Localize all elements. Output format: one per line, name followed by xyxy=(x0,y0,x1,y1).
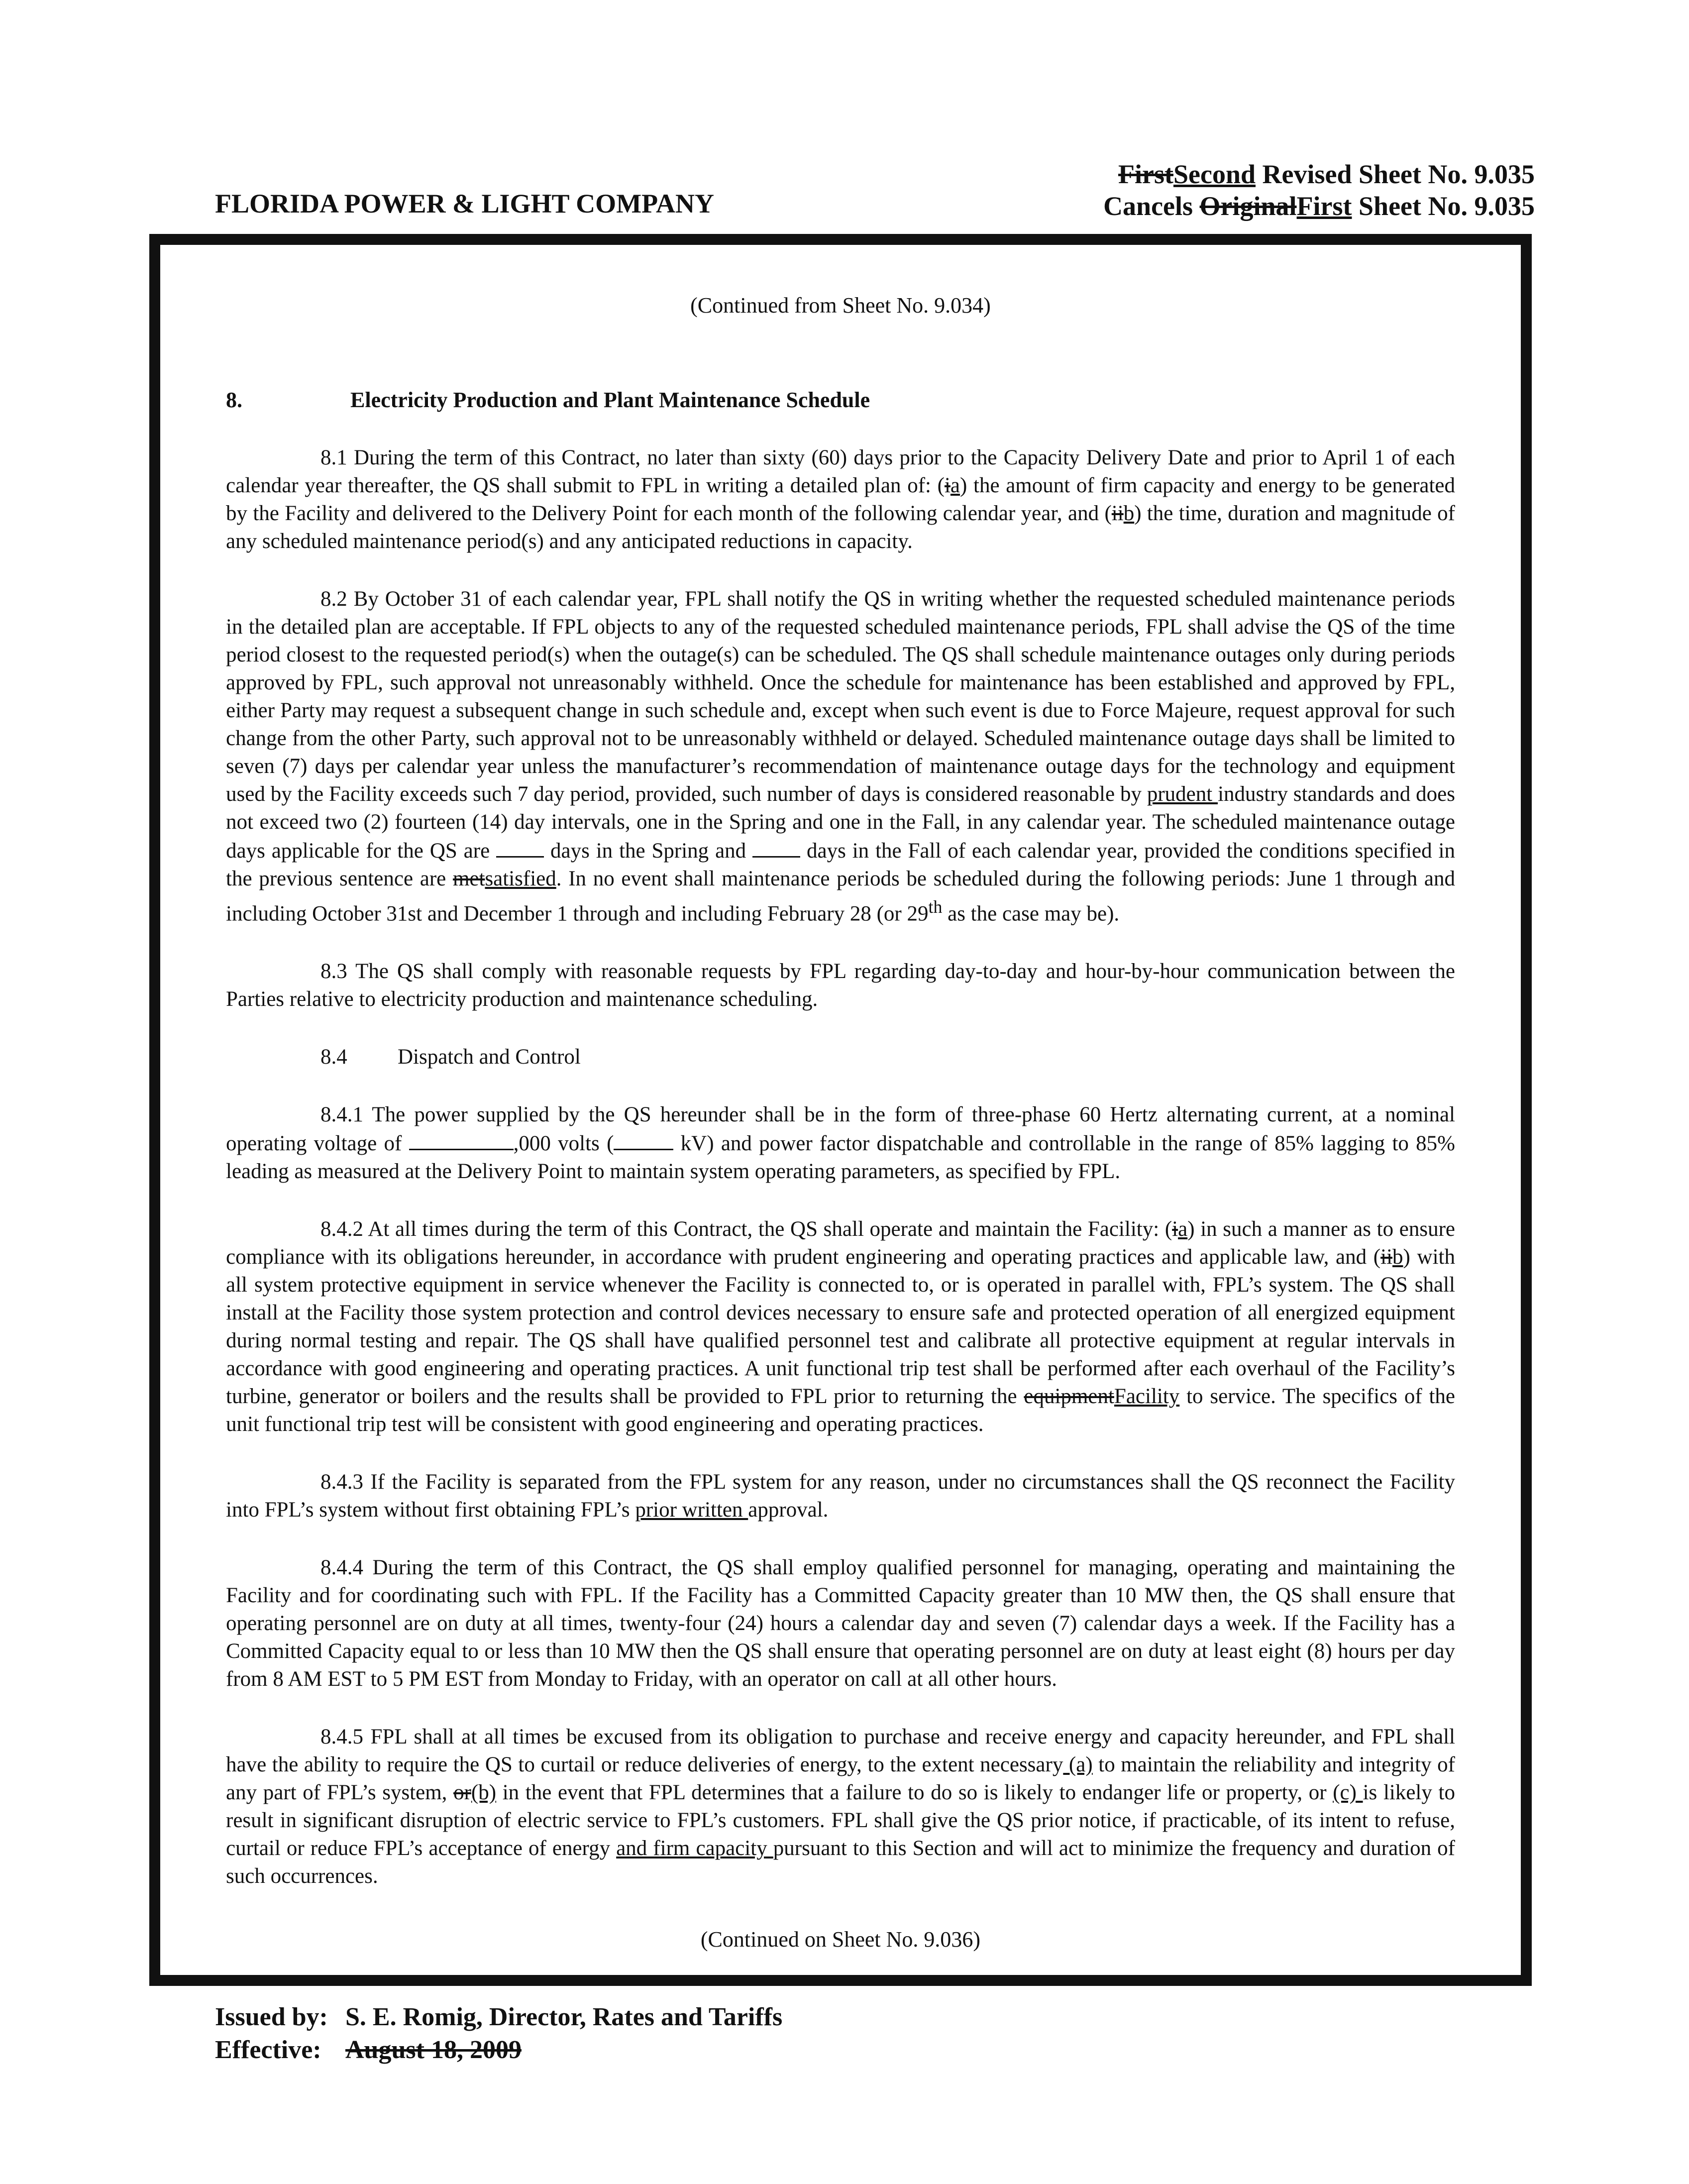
deleted-text: or xyxy=(453,1781,471,1805)
continued-from-note: (Continued from Sheet No. 9.034) xyxy=(690,293,991,318)
inserted-text: a xyxy=(1178,1217,1188,1241)
paragraph-8-4-4: 8.4.4 During the term of this Contract, the QS shall employ qualified personnel for managing, operating and maintaining the Facility and for coordinating such with FPL. If the Facility has a Committed Capacity greater than 10 MW then, the QS shall ensure that operating personnel are on duty at all times, twenty-four (24) hours a calendar day and seven (7) calendar days a week. If the Facility has a Committed Capacity equal to or less than 10 MW then the QS shall ensure that operating personnel are on duty at least eight (8) hours per day from 8 AM EST to 5 PM EST from Monday to Friday, with an operator on call at all other hours. xyxy=(226,1556,1455,1691)
issued-by-label: Issued by: xyxy=(215,2003,328,2031)
text-run: 8.4.5 FPL shall at all times be excused from its obligation to purchase and receive energy and capacity hereunder, and FPL shall have the ability to require the QS to curtail or reduce deliveries of energy, to the extent necessary xyxy=(226,1725,1455,1777)
spring-days-blank xyxy=(496,836,544,858)
voltage-blank xyxy=(409,1129,514,1150)
text-run: 8.4.1 The power supplied by the QS hereunder shall be in the form of three-phase 60 Hertz alternating current, at a nominal operating voltage of xyxy=(226,1103,1455,1156)
inserted-text: and firm capacity xyxy=(616,1837,773,1860)
paragraph-8-4-3 xyxy=(226,1468,1455,1524)
cancels-sheet-text: Sheet No. 9.035 xyxy=(1352,191,1535,221)
revised-sheet-text: Revised Sheet No. 9.035 xyxy=(1256,159,1535,189)
inserted-text: (b) xyxy=(471,1781,497,1805)
text-run: ) with all system protective equipment in service whenever the Facility is connected to, or is operated in parallel with, FPL’s system. The QS shall install at the Facility those system protection and control devices necessary to ensure safe and protected operation of all energized equipment during normal testing and repair. The QS shall have qualified personnel test and calibrate all protective equipment at regular intervals in accordance with good engineering and operating practices. A unit functional trip test shall be performed after each overhaul of the Facility’s turbine, generator or boilers and the results shall be provided to FPL prior to returning the xyxy=(226,1245,1455,1409)
text-run: 8.2 By October 31 of each calendar year, FPL shall notify the QS in writing whether the requested scheduled maintenance periods in the detailed plan are acceptable. If FPL objects to any of the requested scheduled maintenance periods, FPL shall advise the QS of the time period closest to the requested period(s) when the outage(s) can be scheduled. The QS shall schedule maintenance outages only during periods approved by FPL, such approval not unreasonably withheld. Once the schedule for maintenance has been established and approved by FPL, either Party may request a subsequent change in such schedule and, except when such event is due to Force Majeure, request approval for such change from the other Party, such approval not to be unreasonably withheld or delayed. Scheduled maintenance outage days shall be limited to seven (7) days per calendar year unless the manufacturer’s recommendation of maintenance outage days for the technology and equipment used by the Facility exceeds such 7 day period, provided, such number of days is considered reasonable by xyxy=(226,587,1455,806)
paragraph-8-3: 8.3 The QS shall comply with reasonable requests by FPL regarding day-to-day and hour-by-hour communication between the Parties relative to electricity production and maintenance scheduling. xyxy=(226,960,1455,1011)
effective-line xyxy=(215,2034,782,2067)
continued-on-note: (Continued on Sheet No. 9.036) xyxy=(700,1927,981,1952)
tariff-sheet-frame xyxy=(149,234,1532,1986)
issued-by-line xyxy=(215,2001,782,2034)
deleted-text: Original xyxy=(1199,191,1297,221)
text-run: kV) and power factor dispatchable and controllable in the range of 85% lagging to 85% leading as measured at the Delivery Point to maintain system operating parameters, as specified by FPL. xyxy=(226,1132,1455,1184)
paragraph-8-4-1 xyxy=(226,1101,1455,1186)
superscript: th xyxy=(928,897,943,917)
paragraph-8-4-5 xyxy=(226,1723,1455,1890)
inserted-text: b xyxy=(1392,1245,1403,1269)
revised-sheet-line xyxy=(1103,158,1535,190)
text-run: ) the amount of firm capacity and energy to be generated by the Facility and delivered to the Delivery Point for each month of the following calendar year, and ( xyxy=(226,474,1456,525)
deleted-text: ii xyxy=(1111,502,1124,525)
inserted-text: Facility xyxy=(1114,1385,1180,1409)
subsection-number: 8.4 xyxy=(320,1045,347,1069)
text-run: . In no event shall maintenance periods be scheduled during the following periods: June 1 through and including October 31st and December 1 through and including February 28 (or 29 xyxy=(226,867,1455,926)
inserted-text: b xyxy=(1123,502,1135,525)
text-run: to maintain the reliability and integrity of any part of FPL’s system, xyxy=(226,1753,1455,1805)
text-run: to service. The specifics of the unit functional trip test will be consistent with good engineering and operating practices. xyxy=(226,1385,1455,1436)
deleted-text: i xyxy=(1172,1217,1178,1241)
inserted-text: (a) xyxy=(1063,1753,1093,1777)
text-run: days in the Fall of each calendar year, provided the conditions specified in the previous sentence are xyxy=(226,839,1455,890)
paragraph-8-4-2 xyxy=(226,1215,1455,1438)
text-run: approval. xyxy=(748,1498,829,1522)
text-run: 8.4.2 At all times during the term of this Contract, the QS shall operate and maintain the Facility: ( xyxy=(320,1217,1172,1241)
inserted-text: a xyxy=(950,474,960,497)
cancels-prefix: Cancels xyxy=(1103,191,1200,221)
text-run: in the event that FPL determines that a failure to do so is likely to endanger life or property, or xyxy=(496,1781,1333,1805)
paragraph-8-2 xyxy=(226,585,1455,928)
inserted-text: satisfied xyxy=(485,867,556,890)
deleted-text: met xyxy=(452,867,485,890)
kv-blank xyxy=(614,1129,673,1150)
deleted-text: equipment xyxy=(1024,1385,1114,1409)
text-run: ,000 volts ( xyxy=(513,1132,614,1156)
inserted-text: prudent xyxy=(1147,782,1218,806)
section-heading xyxy=(226,387,870,413)
inserted-text: Second xyxy=(1173,159,1256,189)
text-run: 8.4.3 If the Facility is separated from the FPL system for any reason, under no circumstances shall the QS reconnect the Facility into FPL’s system without first obtaining FPL’s xyxy=(226,1470,1455,1522)
fall-days-blank xyxy=(752,836,800,858)
cancels-sheet-line xyxy=(1103,190,1535,222)
section-number: 8. xyxy=(226,388,242,412)
text-run: ) in such a manner as to ensure compliance with its obligations hereunder, in accordance with prudent engineering and operating practices and applicable law, and ( xyxy=(226,1217,1455,1269)
text-run: is likely to result in significant disruption of electric service to FPL’s customers. FPL shall give the QS prior notice, if practicable, of its intent to refuse, curtail or reduce FPL’s acceptance of energy xyxy=(226,1781,1455,1860)
effective-label: Effective: xyxy=(215,2036,321,2064)
deleted-text: ii xyxy=(1380,1245,1393,1269)
text-run: ) the time, duration and magnitude of any scheduled maintenance period(s) and any anticipated reductions in capacity. xyxy=(226,502,1455,553)
inserted-text: (c) xyxy=(1333,1781,1363,1805)
issuance-footer xyxy=(215,2001,782,2067)
text-run: days in the Spring and xyxy=(544,839,753,863)
section-body xyxy=(226,444,1455,1920)
paragraph-8-4-heading xyxy=(226,1043,1455,1071)
subsection-title: Dispatch and Control xyxy=(398,1045,581,1069)
paragraph-8-1 xyxy=(226,444,1455,555)
effective-deleted-date: August 18, 2009 xyxy=(345,2036,522,2064)
text-run: as the case may be). xyxy=(942,902,1120,926)
text-run: pursuant to this Section and will act to minimize the frequency and duration of such occurrences. xyxy=(226,1837,1456,1888)
inserted-text: prior written xyxy=(635,1498,748,1522)
sheet-number-block xyxy=(1103,158,1535,222)
company-name: FLORIDA POWER & LIGHT COMPANY xyxy=(215,189,715,218)
text-run: industry standards and does not exceed two (2) fourteen (14) day intervals, one in the Spring and one in the Fall, in any calendar year. The scheduled maintenance outage days applicable for the QS are xyxy=(226,782,1455,863)
text-run: 8.1 During the term of this Contract, no later than sixty (60) days prior to the Capacity Delivery Date and prior to April 1 of each calendar year thereafter, the QS shall submit to FPL in writing a detailed plan of: ( xyxy=(226,446,1455,497)
section-title: Electricity Production and Plant Maintenance Schedule xyxy=(350,388,870,412)
inserted-text: First xyxy=(1296,191,1352,221)
deleted-text: First xyxy=(1118,159,1173,189)
deleted-text: i xyxy=(944,474,950,497)
issued-by-value: S. E. Romig, Director, Rates and Tariffs xyxy=(345,2003,783,2031)
